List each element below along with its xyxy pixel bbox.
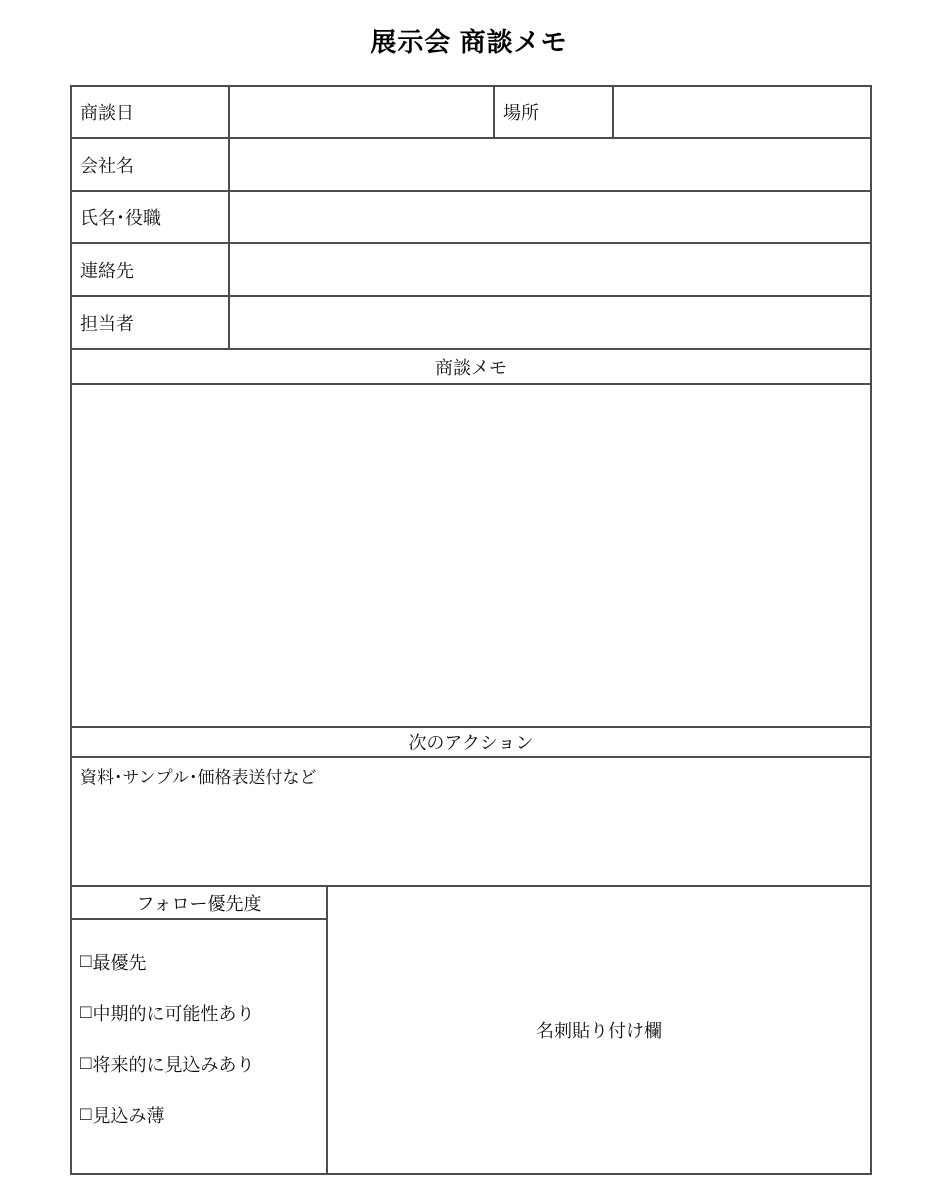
- next-action-field[interactable]: [72, 758, 870, 887]
- memo-field[interactable]: [72, 385, 870, 728]
- contact-field[interactable]: [230, 244, 870, 295]
- bottom-section: [72, 887, 870, 1173]
- memo-section-header-row: [72, 350, 870, 385]
- business-card-area: [328, 887, 870, 1173]
- row-contact: [72, 244, 870, 297]
- priority-option-label: 中期的に可能性あり: [92, 1003, 255, 1024]
- priority-option-label: 見込み薄: [92, 1105, 165, 1126]
- place-label: 場所: [495, 87, 614, 137]
- meeting-date-field[interactable]: [230, 87, 495, 137]
- priority-option-label: 将来的に見込みあり: [92, 1054, 255, 1075]
- meeting-date-label: 商談日: [72, 87, 230, 137]
- contact-label: 連絡先: [72, 244, 230, 295]
- row-company: [72, 139, 870, 192]
- checkbox-icon[interactable]: □: [80, 1053, 92, 1074]
- checkbox-icon[interactable]: □: [80, 1104, 92, 1125]
- row-person-in-charge: [72, 297, 870, 350]
- priority-option-future[interactable]: [80, 1038, 326, 1089]
- follow-priority-options: [72, 920, 326, 1140]
- name-position-field[interactable]: [230, 192, 870, 242]
- company-label: 会社名: [72, 139, 230, 190]
- priority-option-label: 最優先: [92, 952, 147, 973]
- next-action-header: 次のアクション: [408, 733, 534, 753]
- row-name-position: [72, 192, 870, 244]
- memo-section-header: 商談メモ: [435, 357, 507, 378]
- priority-option-midterm[interactable]: [80, 987, 326, 1038]
- checkbox-icon[interactable]: □: [80, 1002, 92, 1023]
- next-action-header-row: [72, 728, 870, 758]
- follow-priority-header: フォロー優先度: [72, 887, 326, 920]
- person-in-charge-field[interactable]: [230, 297, 870, 348]
- next-action-hint: 資料･サンプル･価格表送付など: [80, 768, 317, 787]
- meeting-memo-form: [70, 85, 872, 1175]
- row-date-place: [72, 87, 870, 139]
- priority-option-unlikely[interactable]: [80, 1089, 326, 1140]
- page-title: 展示会 商談メモ: [370, 27, 568, 57]
- place-field[interactable]: [614, 87, 870, 137]
- follow-priority-section: [72, 887, 328, 1173]
- business-card-label: 名刺貼り付け欄: [536, 1021, 662, 1041]
- priority-option-top[interactable]: [80, 936, 326, 987]
- company-field[interactable]: [230, 139, 870, 190]
- person-in-charge-label: 担当者: [72, 297, 230, 348]
- checkbox-icon[interactable]: □: [80, 951, 92, 972]
- name-position-label: 氏名･役職: [72, 192, 230, 242]
